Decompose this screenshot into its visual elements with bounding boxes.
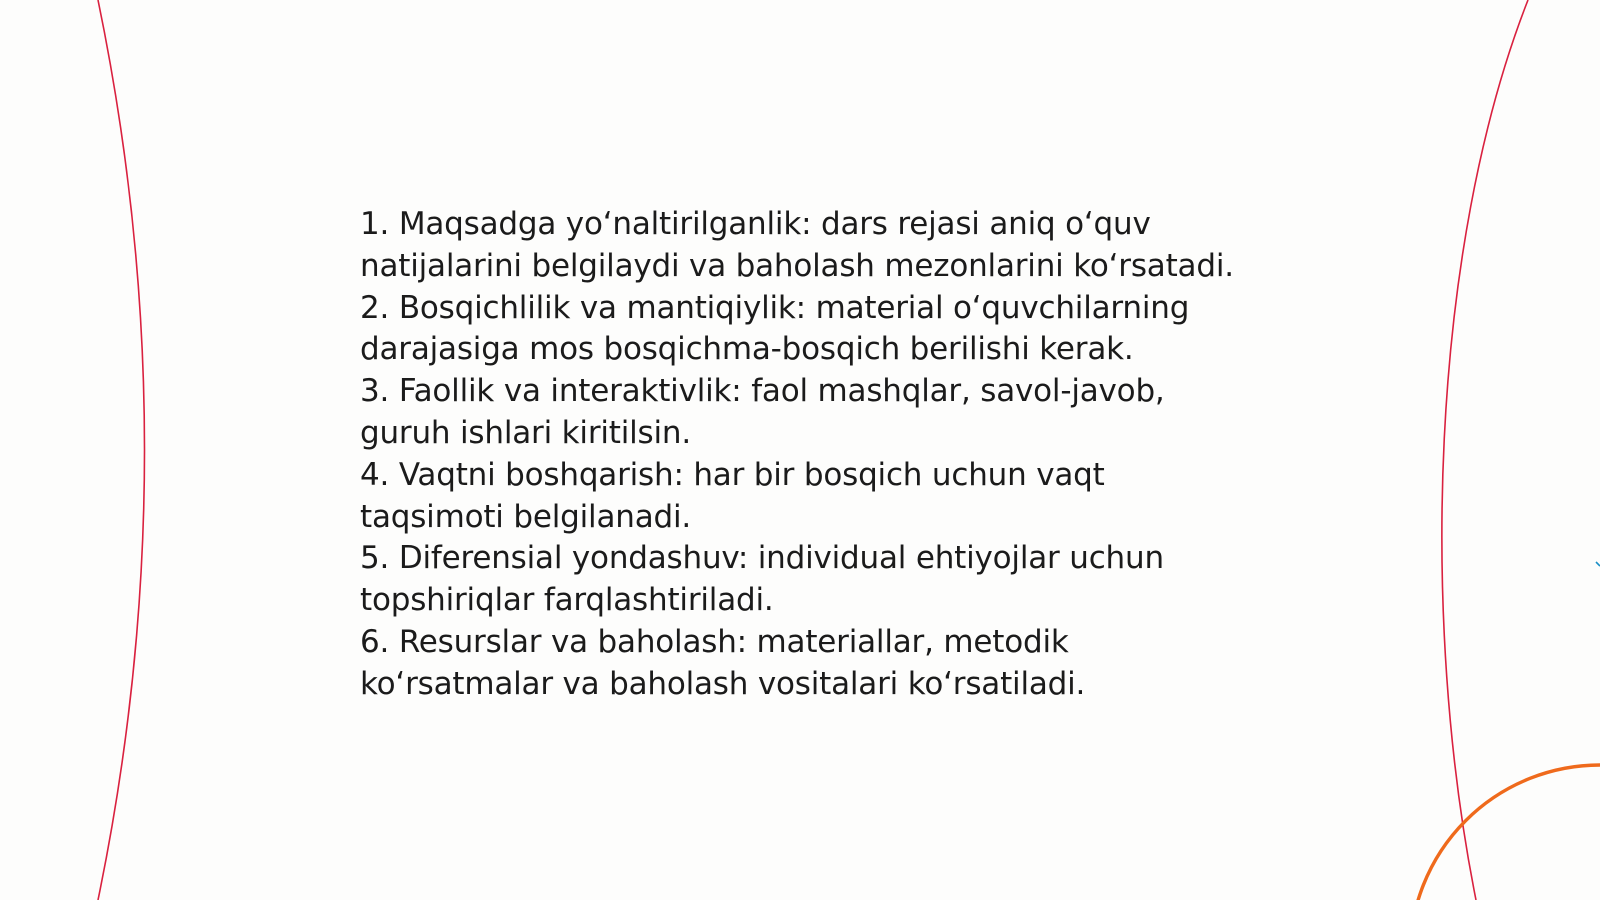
list-item-6: 6. Resurslar va baholash: materiallar, metodik ko‘rsatmalar va baholash vositalari ko‘rsatiladi.	[360, 623, 1086, 702]
list-item-1: 1. Maqsadga yo‘naltirilganlik: dars rejasi aniq o‘quv natijalarini belgilaydi va baholash mezonlarini ko‘rsatadi.	[360, 206, 1234, 284]
list-item-5: 5. Diferensial yondashuv: individual ehtiyojlar uchun topshiriqlar farqlashtiriladi.	[360, 540, 1164, 619]
accent-tick	[1596, 562, 1600, 566]
list-item-4: 4. Vaqtni boshqarish: har bir bosqich uchun vaqt taqsimoti belgilanadi.	[360, 456, 1105, 535]
list-item-2: 2. Bosqichlilik va mantiqiylik: material o‘quvchilarning darajasiga mos bosqichma-bosqich berilishi kerak.	[360, 289, 1190, 368]
slide-body-text	[360, 204, 1240, 706]
list-item-3: 3. Faollik va interaktivlik: faol mashqlar, savol-javob, guruh ishlari kiritilsin.	[360, 373, 1165, 451]
right-arc	[1442, 0, 1528, 900]
left-arc	[98, 0, 145, 900]
orange-ring	[1410, 765, 1600, 900]
